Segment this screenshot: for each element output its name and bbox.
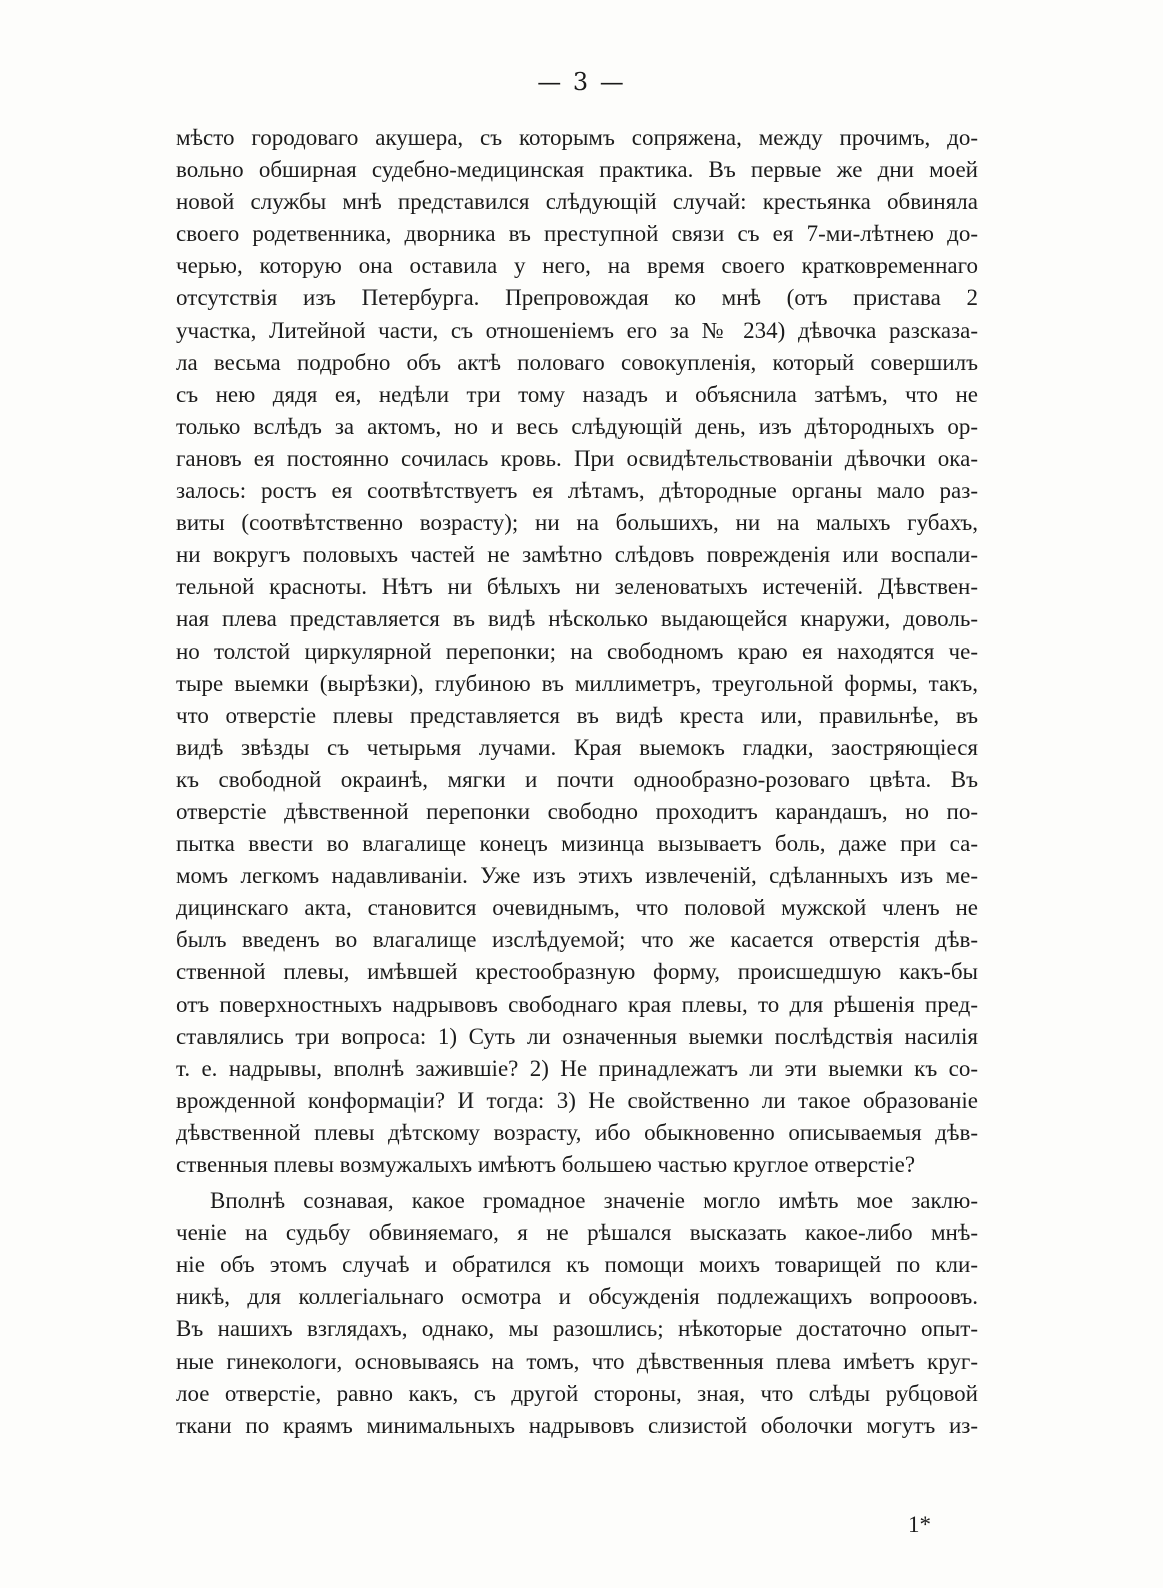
text-line: новой службы мнѣ представился слѣдующій случай: крестьянка обвиняла [176, 189, 978, 215]
text-line: ченіе на судьбу обвиняемаго, я не рѣшался высказать какое-либо мнѣ- [176, 1220, 978, 1246]
text-line: что отверстіе плевы представляется въ видѣ креста или, правильнѣе, въ [176, 702, 978, 728]
text-line: ные гинекологи, основываясь на томъ, что дѣвственныя плева имѣетъ круг- [176, 1348, 978, 1374]
text-line: отсутствія изъ Петербурга. Препровождая ко мнѣ (отъ пристава 2 [176, 285, 978, 311]
text-line: никѣ, для коллегіальнаго осмотра и обсужденія подлежащихъ вопрооовъ. [176, 1284, 978, 1310]
text-line: лое отверстіе, равно какъ, съ другой стороны, зная, что слѣды рубцовой [176, 1380, 978, 1406]
text-line: вольно обширная судебно-медицинская практика. Въ первые же дни моей [176, 157, 978, 183]
text-line: черью, которую она оставила у него, на время своего кратковременнаго [176, 253, 978, 279]
text-line: но толстой циркулярной перепонки; на свободномъ краю ея находятся че- [176, 638, 978, 664]
paragraph-2 [176, 1185, 978, 1442]
body-text [176, 122, 978, 1442]
text-line: ткани по краямъ минимальныхъ надрывовъ слизистой оболочки могутъ из- [176, 1412, 978, 1438]
text-line: т. е. надрывы, вполнѣ зажившіе? 2) Не принадлежатъ ли эти выемки къ со- [176, 1055, 978, 1081]
text-line: пытка ввести во влагалище конецъ мизинца вызываетъ боль, даже при са- [176, 831, 978, 857]
text-line: видѣ звѣзды съ четырьмя лучами. Края выемокъ гладки, заостряющіеся [176, 734, 978, 760]
text-line: дицинскаго акта, становится очевиднымъ, что половой мужской членъ не [176, 895, 978, 921]
text-line: мѣсто городоваго акушера, съ которымъ сопряжена, между прочимъ, до- [176, 125, 978, 150]
page-number: — 3 — [537, 68, 626, 96]
text-line: былъ введенъ во влагалище изслѣдуемой; что же касается отверстія дѣв- [176, 927, 978, 953]
text-line: момъ легкомъ надавливаніи. Уже изъ этихъ извлеченій, сдѣланныхъ изъ ме- [176, 863, 978, 889]
text-line: отъ поверхностныхъ надрывовъ свободнаго края плевы, то для рѣшенія пред- [176, 991, 978, 1017]
text-line: къ свободной окраинѣ, мягки и почти однообразно-розоваго цвѣта. Въ [176, 766, 978, 792]
signature-mark: 1* [908, 1512, 931, 1537]
text-line: тельной красноты. Нѣтъ ни бѣлыхъ ни зеленоватыхъ истеченій. Дѣвствен- [176, 574, 978, 600]
text-line: ственной плевы, имѣвшей крестообразную форму, происшедшую какъ-бы [176, 959, 978, 985]
text-line: залось: ростъ ея соотвѣтствуетъ ея лѣтамъ, дѣтородные органы мало раз- [176, 478, 978, 504]
text-line: ла весьма подробно объ актѣ половаго совокупленія, который совершилъ [176, 349, 978, 375]
text-line: отверстіе дѣвственной перепонки свободно проходитъ карандашъ, но по- [176, 798, 978, 824]
text-line: участка, Литейной части, съ отношеніемъ его за № 234) дѣвочка разсказа- [176, 317, 978, 343]
text-line: ніе объ этомъ случаѣ и обратился къ помощи моихъ товарищей по кли- [176, 1252, 978, 1278]
text-line: дѣвственной плевы дѣтскому возрасту, ибо обыкновенно описываемыя дѣв- [176, 1119, 978, 1145]
text-line: только вслѣдъ за актомъ, но и весь слѣдующій день, изъ дѣтородныхъ ор- [176, 413, 978, 439]
text-line: Въ нашихъ взглядахъ, однако, мы разошлись; нѣкоторые достаточно опыт- [176, 1316, 978, 1342]
text-line: ственныя плевы возмужалыхъ имѣютъ большею частью круглое отверстіе? [176, 1152, 916, 1177]
paragraph-1 [176, 122, 978, 1181]
text-line: ставлялись три вопроса: 1) Суть ли означенныя выемки послѣдствія насилія [176, 1023, 978, 1049]
text-line: виты (соотвѣтственно возрасту); ни на большихъ, ни на малыхъ губахъ, [176, 510, 978, 536]
text-line: Вполнѣ сознавая, какое громадное значеніе могло имѣть мое заклю- [210, 1188, 978, 1214]
text-line: ни вокругъ половыхъ частей не замѣтно слѣдовъ поврежденія или воспали- [176, 542, 978, 568]
text-line: ная плева представляется въ видѣ нѣсколько выдающейся кнаружи, доволь- [176, 606, 978, 632]
text-line: своего родетвенника, дворника въ преступной связи съ ея 7-ми-лѣтнею до- [176, 221, 978, 247]
text-line: тыре выемки (вырѣзки), глубиною въ миллиметръ, треугольной формы, такъ, [176, 670, 978, 696]
text-line: съ нею дядя ея, недѣли три тому назадъ и объяснила затѣмъ, что не [176, 381, 978, 407]
text-line: гановъ ея постоянно сочилась кровь. При освидѣтельствованіи дѣвочки ока- [176, 445, 978, 471]
text-line: врожденной конформаціи? И тогда: 3) Не свойственно ли такое образованіе [176, 1087, 978, 1113]
